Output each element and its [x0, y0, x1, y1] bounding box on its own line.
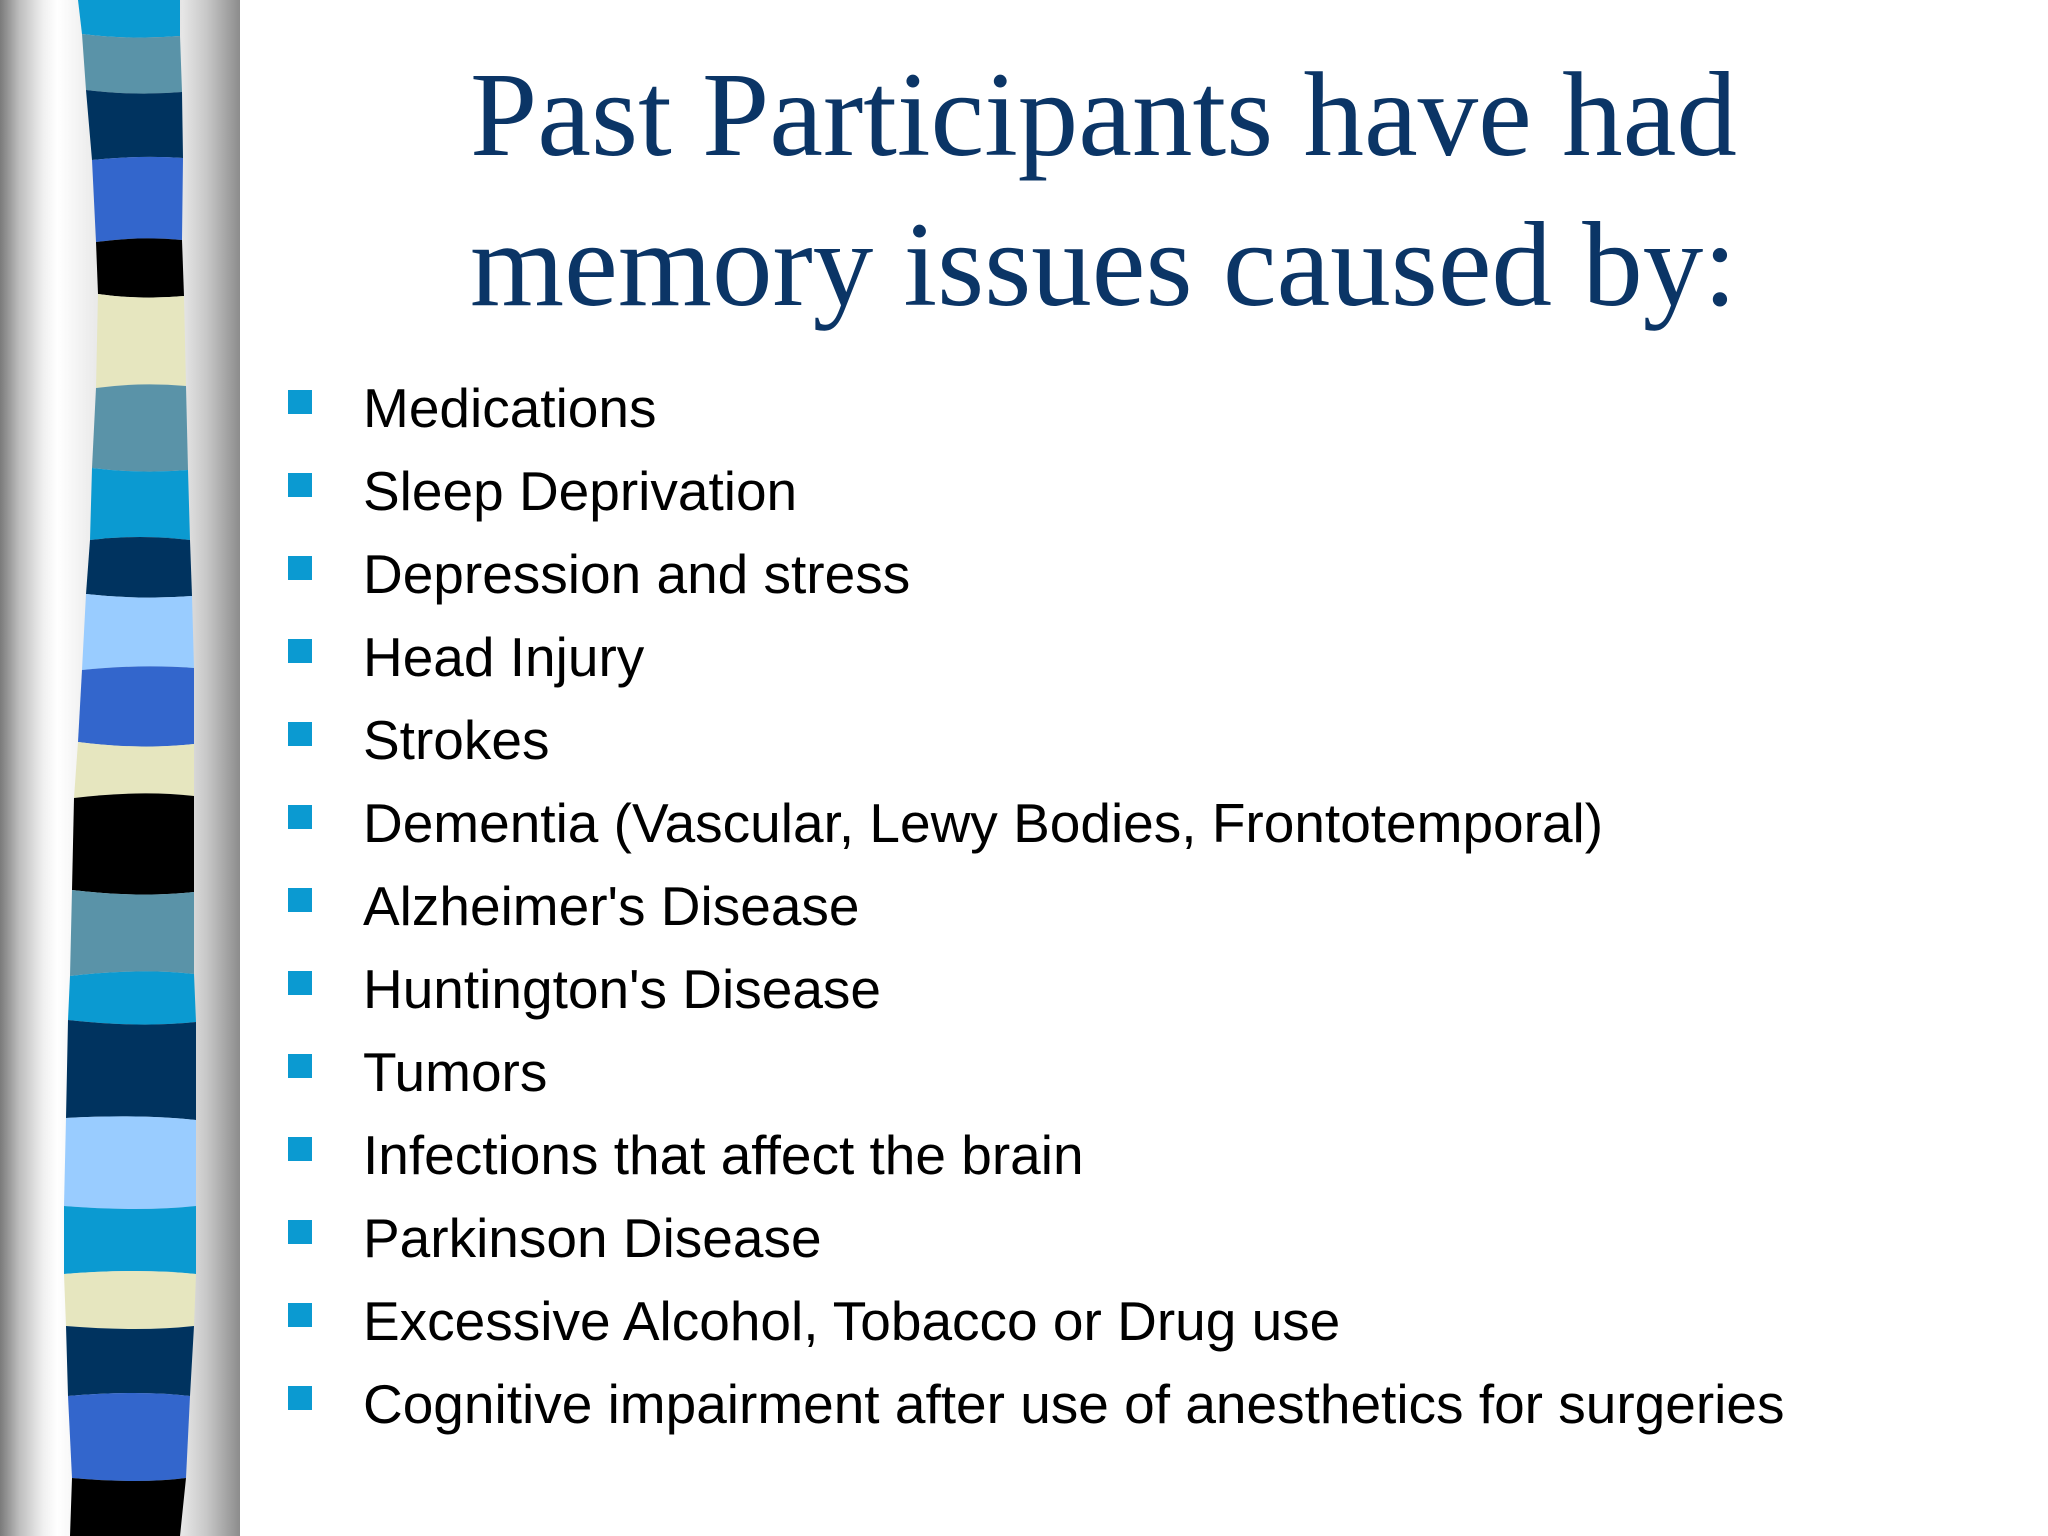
square-bullet-icon: [288, 971, 312, 995]
list-item: [285, 1286, 2005, 1369]
list-item-text: Alzheimer's Disease: [363, 875, 860, 937]
slide-title-line-2: memory issues caused by:: [470, 198, 1737, 332]
square-bullet-icon: [288, 1303, 312, 1327]
square-bullet-icon: [288, 639, 312, 663]
square-bullet-icon: [288, 556, 312, 580]
square-bullet-icon: [288, 1220, 312, 1244]
square-bullet-icon: [288, 888, 312, 912]
square-bullet-icon: [288, 722, 312, 746]
list-item: [285, 871, 2005, 954]
square-bullet-icon: [288, 805, 312, 829]
square-bullet-icon: [288, 1054, 312, 1078]
square-bullet-icon: [288, 1386, 312, 1410]
slide-title-line-1: Past Participants have had: [470, 48, 1737, 182]
slide-title: [470, 40, 1970, 340]
list-item-text: Strokes: [363, 709, 550, 771]
list-item: [285, 373, 2005, 456]
list-item-text: Head Injury: [363, 626, 645, 688]
striped-banner-decoration: [0, 0, 240, 1536]
list-item-text: Sleep Deprivation: [363, 460, 798, 522]
list-item: [285, 954, 2005, 1037]
list-item-text: Huntington's Disease: [363, 958, 882, 1020]
list-item: [285, 788, 2005, 871]
list-item-text: Excessive Alcohol, Tobacco or Drug use: [363, 1290, 1341, 1352]
list-item-text: Dementia (Vascular, Lewy Bodies, Frontotemporal): [363, 792, 1604, 854]
list-item: [285, 539, 2005, 622]
list-item: [285, 1203, 2005, 1286]
list-item: [285, 705, 2005, 788]
list-item: [285, 456, 2005, 539]
square-bullet-icon: [288, 473, 312, 497]
list-item: [285, 1037, 2005, 1120]
list-item-text: Tumors: [363, 1041, 548, 1103]
list-item: [285, 1120, 2005, 1203]
list-item-text: Cognitive impairment after use of anesthetics for surgeries: [363, 1373, 1785, 1435]
decorative-sidebar: [0, 0, 240, 1536]
square-bullet-icon: [288, 1137, 312, 1161]
list-item-text: Parkinson Disease: [363, 1207, 822, 1269]
list-item-text: Depression and stress: [363, 543, 911, 605]
list-item-text: Infections that affect the brain: [363, 1124, 1084, 1186]
list-item: [285, 622, 2005, 705]
square-bullet-icon: [288, 390, 312, 414]
causes-list: [285, 373, 2005, 1452]
list-item: [285, 1369, 2005, 1452]
list-item-text: Medications: [363, 377, 657, 439]
